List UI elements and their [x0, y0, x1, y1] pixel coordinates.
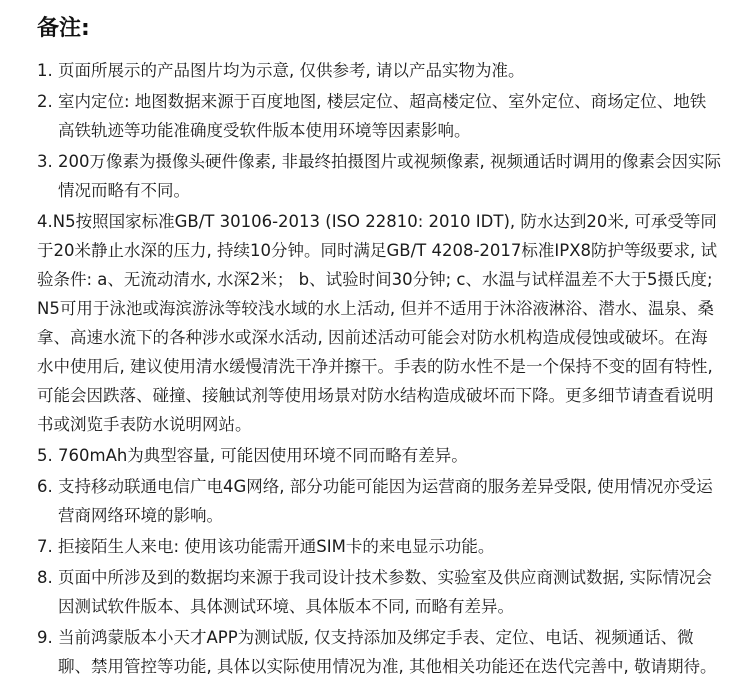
note-number: 4. [37, 212, 53, 231]
note-number: 2. [37, 92, 58, 111]
note-item [37, 87, 722, 145]
note-text: 页面中所涉及到的数据均来源于我司设计技术参数、实验室及供应商测试数据, 实际情况会因测试软件版本、具体测试环境、具体版本不同, 而略有差异。 [58, 568, 712, 616]
note-text: 拒接陌生人来电: 使用该功能需开通SIM卡的来电显示功能。 [58, 537, 495, 556]
note-text: 支持移动联通电信广电4G网络, 部分功能可能因为运营商的服务差异受限, 使用情况亦受运营商网络环境的影响。 [58, 477, 713, 525]
note-item [37, 623, 722, 681]
note-item [37, 532, 722, 561]
note-text: 200万像素为摄像头硬件像素, 非最终拍摄图片或视频像素, 视频通话时调用的像素会因实际情况而略有不同。 [58, 152, 721, 200]
note-item [37, 441, 722, 470]
note-number: 3. [37, 152, 58, 171]
note-text: 室内定位: 地图数据来源于百度地图, 楼层定位、超高楼定位、室外定位、商场定位、地铁高铁轨迹等功能准确度受软件版本使用环境等因素影响。 [58, 92, 707, 140]
remarks-title: 备注: [37, 16, 90, 41]
note-text: 当前鸿蒙版本小天才APP为测试版, 仅支持添加及绑定手表、定位、电话、视频通话、微聊、禁用管控等功能, 具体以实际使用情况为准, 其他相关功能还在迭代完善中, 敬请期待。 [58, 628, 717, 676]
note-text: 760mAh为典型容量, 可能因使用环境不同而略有差异。 [58, 446, 468, 465]
note-item [37, 563, 722, 621]
note-number: 9. [37, 628, 58, 647]
note-number: 8. [37, 568, 58, 587]
note-item [37, 147, 722, 205]
note-text: N5按照国家标准GB/T 30106-2013 (ISO 22810: 2010 IDT), 防水达到20米, 可承受等同于20米静止水深的压力, 持续10分钟。同时满足GB/T 4208-2017标准IPX8防护等级要求, 试验条件: a、无流动清水, 水深2米； b、试验时间30分钟; c、水温与试样温差不大于5摄氏度; N5可用于泳池或海滨游泳等较浅水域的水上活动, 但并不适用于沐浴液淋浴、潜水、温泉、桑拿、高速水流下的各种涉水或深水活动, 因前述活动可能会对防水机构造成侵蚀或破坏。在海水中使用后, 建议使用清水缓慢清洗干净并擦干。手表的防水性不是一个保持不变的固有特性, 可能会因跌落、碰撞、接触试剂等使用场景对防水结构造成破坏而下降。更多细节请查看说明书或浏览手表防水说明网站。 [37, 212, 718, 434]
note-text: 页面所展示的产品图片均为示意, 仅供参考, 请以产品实物为准。 [58, 61, 525, 80]
remarks-list [37, 56, 722, 681]
note-item [37, 472, 722, 530]
note-item [37, 207, 722, 439]
note-item [37, 56, 722, 85]
note-number: 6. [37, 477, 58, 496]
note-number: 7. [37, 537, 58, 556]
note-number: 1. [37, 61, 58, 80]
note-number: 5. [37, 446, 58, 465]
